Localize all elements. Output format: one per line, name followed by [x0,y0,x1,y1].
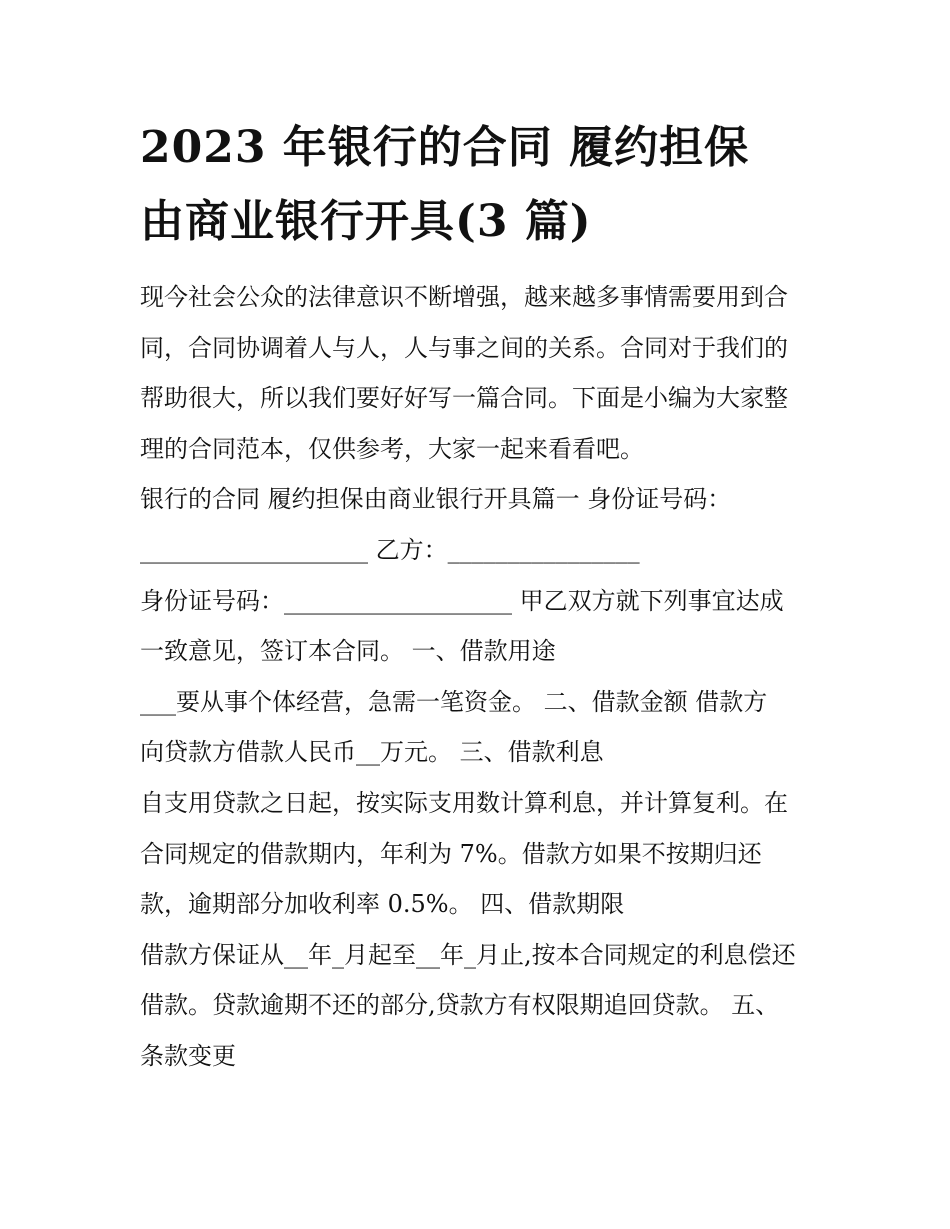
body-line: 理的合同范本，仅供参考，大家一起来看看吧。 [140,434,644,463]
body-line: 同，合同协调着人与人，人与事之间的关系。合同对于我们的 [140,333,788,362]
body-line: 借款。贷款逾期不还的部分,贷款方有权限期追回贷款。 五、 [140,991,780,1020]
body-line: 自支用贷款之日起，按实际支用数计算利息，并计算复利。在 [140,788,788,817]
document-page [140,118,820,1082]
body-line: 条款变更 [140,1041,236,1070]
document-body [140,272,820,1082]
body-line: 银行的合同 履约担保由商业银行开具篇一 身份证号码： [140,485,732,514]
body-line: 款，逾期部分加收利率 0.5%。 四、借款期限 [140,890,625,919]
document-title [140,118,820,252]
body-line: 向贷款方借款人民币__万元。 三、借款利息 [140,738,604,767]
body-line: 合同规定的借款期内，年利为 7%。借款方如果不按期归还 [140,839,762,868]
body-line: 借款方保证从__年_月起至__年_月止,按本合同规定的利息偿还 [140,940,796,969]
body-line: ___要从事个体经营，急需一笔资金。 二、借款金额 借款方 [140,687,768,716]
body-line: 身份证号码：___________________ 甲乙双方就下列事宜达成 [140,586,784,615]
body-line: 帮助很大，所以我们要好好写一篇合同。下面是小编为大家整 [140,384,788,413]
body-line: ___________________ 乙方：________________ [140,535,640,564]
body-line: 一致意见，签订本合同。 一、借款用途 [140,637,556,666]
title-line-1: 2023 年银行的合同 履约担保 [140,122,750,173]
body-line: 现今社会公众的法律意识不断增强，越来越多事情需要用到合 [140,283,788,311]
title-line-2: 由商业银行开具(3 篇) [140,196,592,247]
